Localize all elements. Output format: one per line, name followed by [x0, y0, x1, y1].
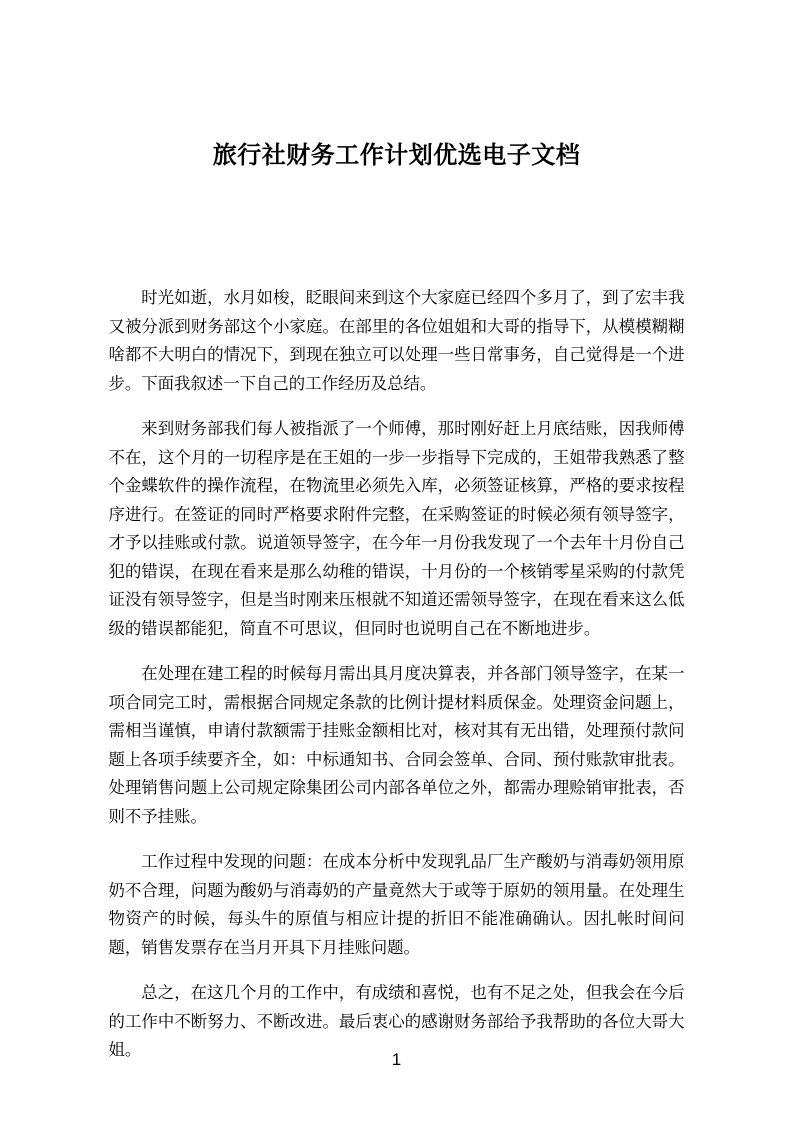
- paragraph-conclusion: 总之，在这几个月的工作中，有成绩和喜悦，也有不足之处，但我会在今后的工作中不断努力、不断改进。最后衷心的感谢财务部给予我帮助的各位大哥大姐。: [108, 984, 685, 1059]
- page-number: 1: [391, 1050, 402, 1069]
- document-body: [109, 284, 685, 1065]
- paragraph-intro: 时光如逝，水月如梭，眨眼间来到这个大家庭已经四个多月了，到了宏丰我又被分派到财务部这个小家庭。在部里的各位姐姐和大哥的指导下，从模模糊糊啥都不大明白的情况下，到现在独立可以处理一些日常事务，自己觉得是一个进步。下面我叙述一下自己的工作经历及总结。: [108, 289, 685, 393]
- paragraph-problems-found: 工作过程中发现的问题：在成本分析中发现乳品厂生产酸奶与消毒奶领用原奶不合理，问题为酸奶与消毒奶的产量竟然大于或等于原奶的领用量。在处理生物资产的时候，每头牛的原值与相应计提的折旧不能准确确认。因扎帐时间问题，销售发票存在当月开具下月挂账问题。: [108, 853, 685, 957]
- document-title: 旅行社财务工作计划优选电子文档: [212, 142, 581, 169]
- paragraph-process-handling: 在处理在建工程的时候每月需出具月度决算表，并各部门领导签字，在某一项合同完工时，需根据合同规定条款的比例计提材料质保金。处理资金问题上，需相当谨慎，申请付款额需于挂账金额相比对，核对其有无出错，处理预付款问题上各项手续要齐全，如：中标通知书、合同会签单、合同、预付账款审批表。处理销售问题上公司规定除集团公司内部各单位之外，都需办理赊销审批表，否则不予挂账。: [108, 665, 685, 826]
- paragraph-mentor-experience: 来到财务部我们每人被指派了一个师傅，那时刚好赶上月底结账，因我师傅不在，这个月的一切程序是在王姐的一步一步指导下完成的，王姐带我熟悉了整个金蝶软件的操作流程，在物流里必须先入库，必须签证核算，严格的要求按程序进行。在签证的同时严格要求附件完整，在采购签证的时候必须有领导签字，才予以挂账或付款。说道领导签字，在今年一月份我发现了一个去年十月份自己犯的错误，在现在看来是那么幼稚的错误，十月份的一个核销零星采购的付款凭证没有领导签字，但是当时刚来压根就不知道还需领导签字，在现在看来这么低级的错误都能犯，简直不可思议，但同时也说明自己在不断地进步。: [108, 420, 685, 638]
